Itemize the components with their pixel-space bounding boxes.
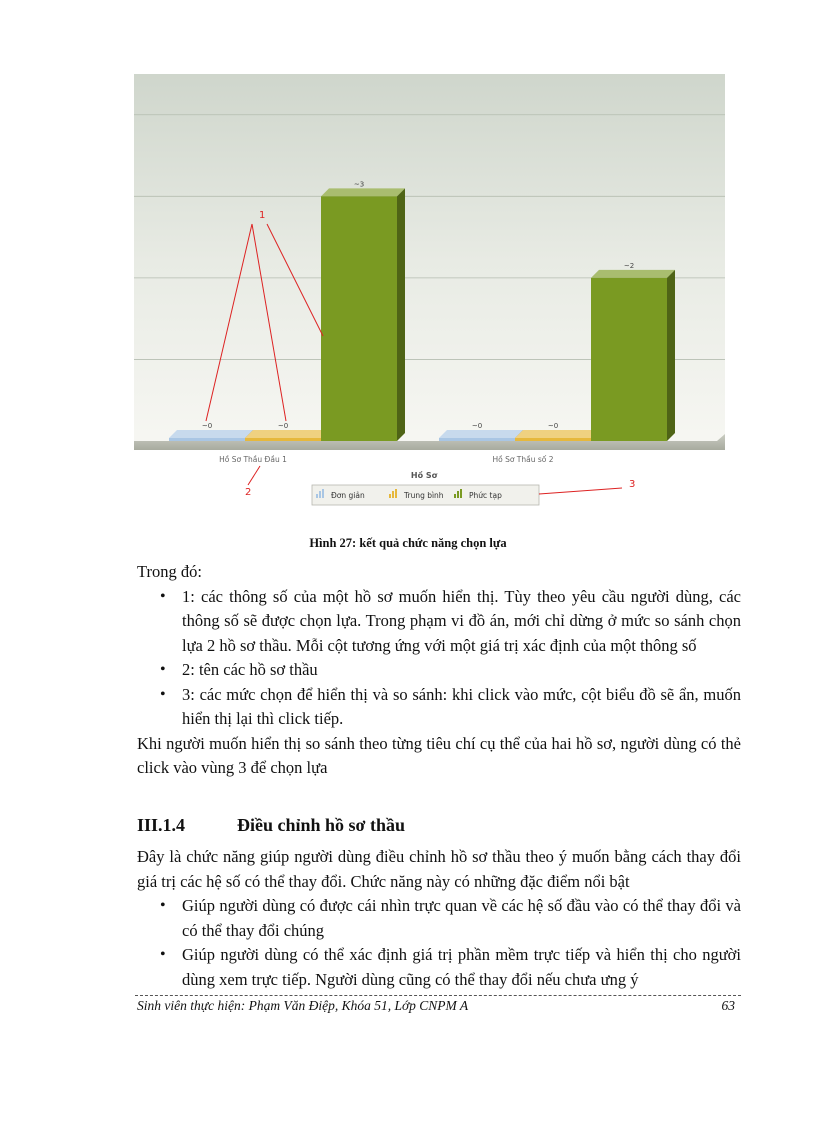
bar[interactable] [321, 196, 397, 441]
bar-top[interactable] [245, 430, 329, 438]
section-title: Điều chỉnh hồ sơ thầu [237, 815, 406, 835]
paragraph: Khi người muốn hiển thị so sánh theo từng tiêu chí cụ thể của hai hồ sơ, người dùng có thẻ click vào vùng 3 để chọn lựa [137, 733, 741, 777]
bar-value-label: ~0 [547, 422, 559, 430]
category-label: Hồ Sơ Thầu số 2 [492, 455, 554, 464]
footer-text: Sinh viên thực hiện: Phạm Văn Điệp, Khóa 51, Lớp CNPM A [137, 998, 469, 1013]
bar-side[interactable] [397, 188, 405, 441]
bar-top[interactable] [169, 430, 253, 438]
bar[interactable] [169, 438, 245, 441]
body-section-1 [137, 560, 741, 781]
bar-top[interactable] [591, 270, 675, 278]
body-section-2 [137, 845, 741, 992]
list-item: • 3: các mức chọn để hiển thị và so sánh: khi click vào mức, cột biểu đồ sẽ ẩn, muốn hiển thị lại thì click tiếp. [182, 683, 741, 732]
bar-value-label: ~3 [353, 180, 365, 189]
list-item: • 1: các thông số của một hồ sơ muốn hiển thị. Tùy theo yêu cầu người dùng, các thông số sẽ được chọn lựa. Trong phạm vi đồ án, mới chỉ dừng ở mức so sánh chọn lựa 2 hồ sơ thầu. Mỗi cột tương ứng với một giá trị xác định của một thông số [182, 585, 741, 659]
section-heading [137, 815, 405, 836]
bar-side[interactable] [667, 270, 675, 441]
section-number: III.1.4 [137, 815, 186, 835]
page-footer [137, 998, 735, 1014]
legend[interactable] [312, 485, 539, 505]
bullet-list-2 [137, 894, 741, 992]
bar[interactable] [591, 278, 667, 441]
bar-top[interactable] [439, 430, 523, 438]
bar-value-label: ~2 [623, 261, 635, 270]
bar[interactable] [245, 438, 321, 441]
bar[interactable] [439, 438, 515, 441]
figure-caption: Hình 27: kết quả chức năng chọn lựa [309, 536, 507, 550]
annotation-label: 2 [245, 487, 252, 498]
bar-top[interactable] [321, 188, 405, 196]
bar-top[interactable] [515, 430, 599, 438]
annotation-label: 1 [259, 210, 266, 221]
bullet-list-1 [137, 585, 741, 732]
list-item: • Giúp người dùng có được cái nhìn trực quan về các hệ số đầu vào có thể thay đổi và có thể thay đổi chúng [182, 894, 741, 943]
list-item: • Giúp người dùng có thể xác định giá trị phần mềm trực tiếp và hiển thị cho người dùng xem trực tiếp. Người dùng cũng có thể thay đổi nếu chưa ưng ý [182, 943, 741, 992]
annotation-label: 3 [629, 479, 636, 490]
bar[interactable] [515, 438, 591, 441]
footer-divider [135, 995, 741, 996]
list-item: • 2: tên các hồ sơ thầu [182, 658, 741, 683]
bar-value-label: ~0 [471, 422, 483, 430]
annotation-line [248, 466, 260, 485]
x-axis-title: Hồ Sơ [410, 471, 438, 480]
bar-value-label: ~0 [277, 422, 289, 430]
category-labels [219, 455, 554, 464]
category-label: Hồ Sơ Thầu Đầu 1 [219, 455, 287, 464]
bar-value-label: ~0 [201, 422, 213, 430]
intro-text: Trong đó: [137, 562, 202, 581]
legend-label[interactable]: Trung bình [404, 491, 444, 500]
annotation-line [539, 488, 622, 494]
legend-label[interactable]: Phức tạp [469, 491, 502, 500]
legend-label[interactable]: Đơn giản [331, 491, 365, 500]
paragraph: Đây là chức năng giúp người dùng điều chỉnh hồ sơ thầu theo ý muốn bằng cách thay đổi giá trị các hệ số có thể thay đổi. Chức năng này có những đặc điểm nổi bật [137, 847, 741, 891]
page-number: 63 [721, 998, 735, 1013]
bar-chart [134, 74, 725, 514]
